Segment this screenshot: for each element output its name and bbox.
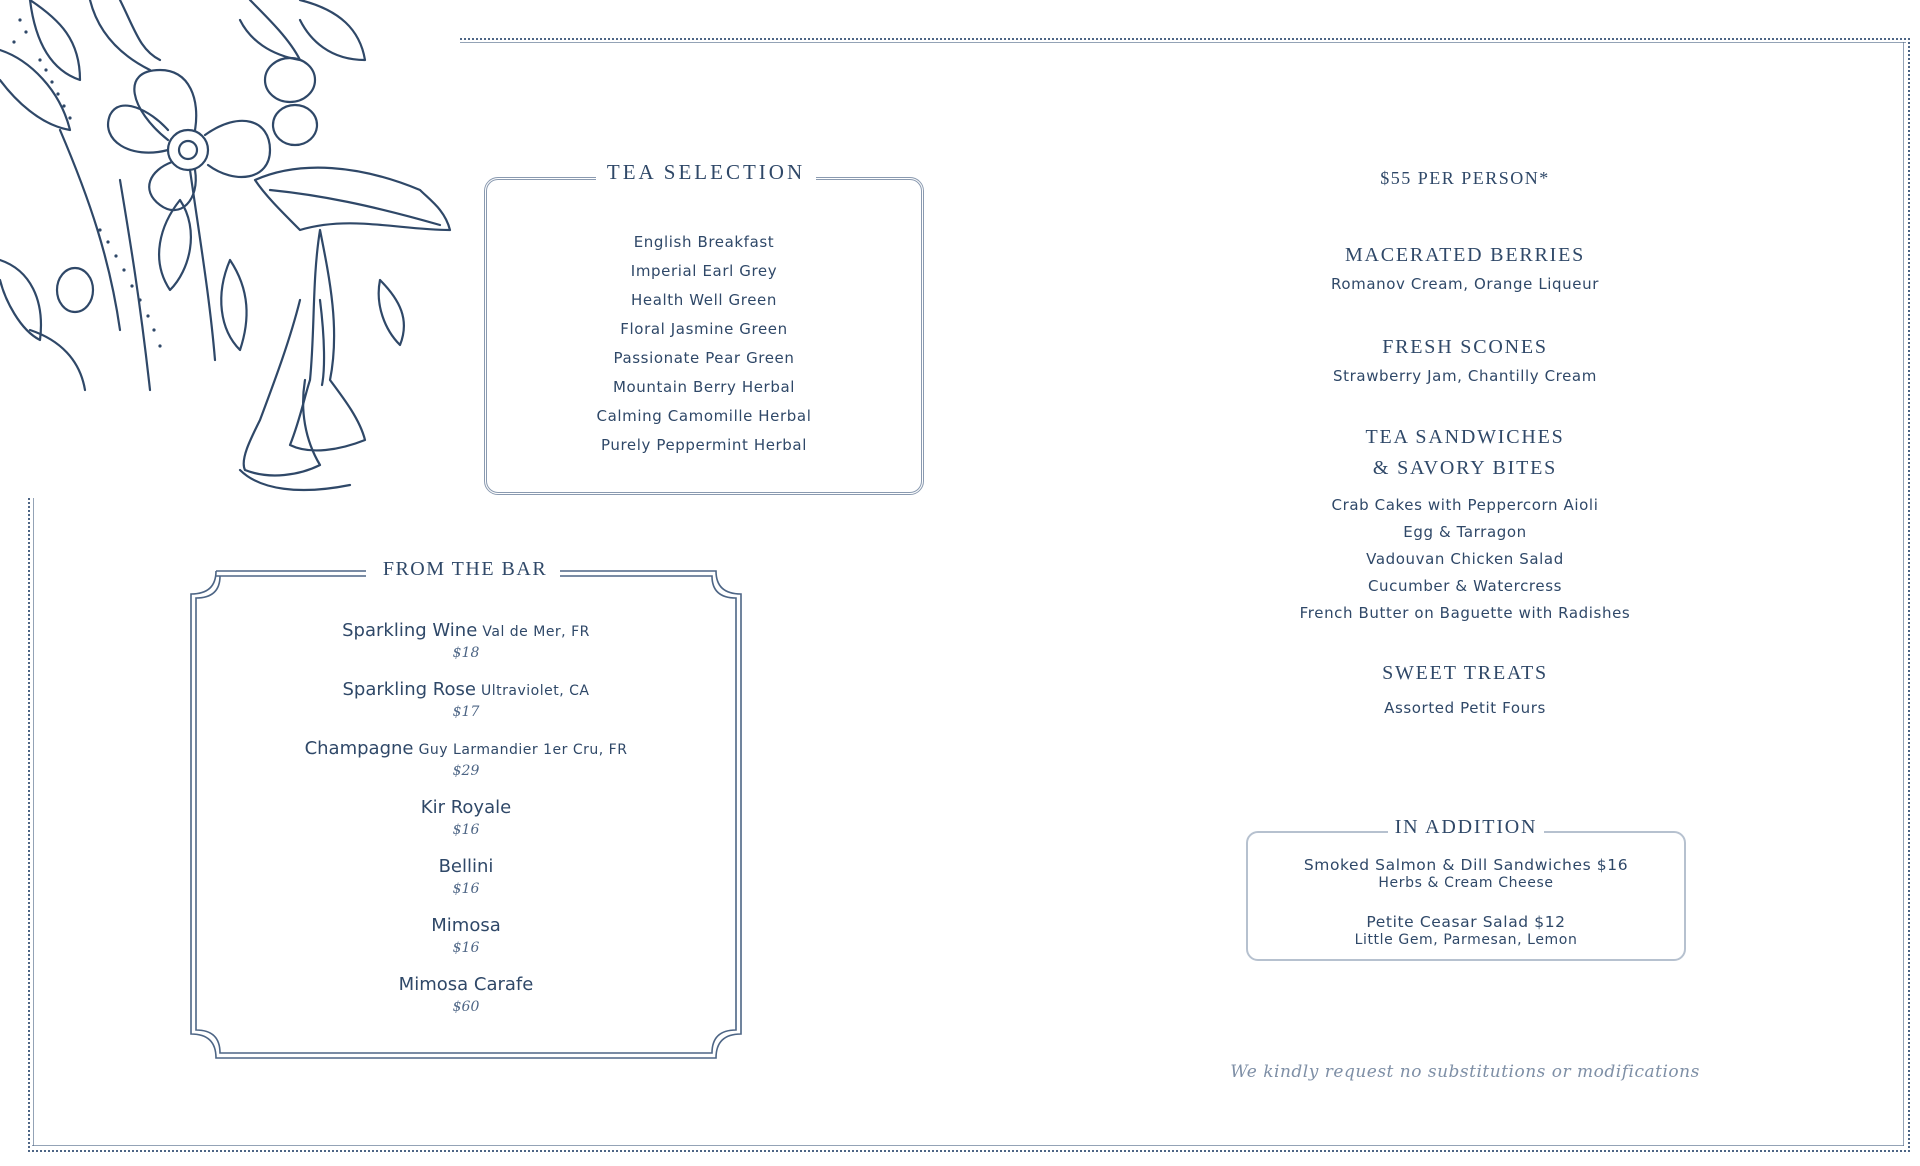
section-berries bbox=[1230, 240, 1700, 298]
tea-item: Calming Camomille Herbal bbox=[596, 407, 812, 425]
bar-item-name: Kir Royale bbox=[420, 797, 512, 818]
section-sweets bbox=[1230, 658, 1700, 722]
tea-item: English Breakfast bbox=[633, 233, 775, 251]
price-per-person: $55 PER PERSON* bbox=[1380, 168, 1550, 188]
frame-top-inner bbox=[460, 42, 1906, 43]
bar-item bbox=[188, 974, 744, 1033]
stem bbox=[120, 180, 150, 390]
bar-item-origin: Ultraviolet, CA bbox=[481, 683, 590, 699]
section-item: Egg & Tarragon bbox=[1403, 523, 1527, 541]
bar-item-name: Mimosa Carafe bbox=[398, 974, 534, 995]
add-item-name: Smoked Salmon & Dill Sandwiches $16 bbox=[1303, 856, 1629, 874]
leaf bbox=[240, 0, 300, 60]
bar-item bbox=[188, 620, 744, 679]
seed-pod bbox=[265, 58, 315, 102]
bar-item-price: $60 bbox=[452, 999, 480, 1015]
section-item: Assorted Petit Fours bbox=[1384, 699, 1546, 717]
leaf bbox=[0, 50, 70, 130]
tea-item: Health Well Green bbox=[631, 291, 777, 309]
bar-item bbox=[188, 738, 744, 797]
leaf bbox=[120, 0, 160, 60]
substitution-note: We kindly request no substitutions or modifications bbox=[1230, 1062, 1700, 1082]
stem bbox=[190, 170, 215, 360]
frame-bottom-inner bbox=[32, 1145, 1904, 1146]
tea-item: Imperial Earl Grey bbox=[630, 262, 778, 280]
leaf bbox=[300, 0, 365, 60]
section-title: MACERATED BERRIES bbox=[1344, 244, 1586, 266]
bar-item-name: Champagne bbox=[304, 738, 414, 759]
bar-item-name: Sparkling Rose bbox=[342, 679, 476, 700]
frame-right-inner bbox=[1903, 42, 1904, 1146]
frame-right-border bbox=[1908, 38, 1910, 1152]
frame-bottom-border bbox=[28, 1150, 1910, 1152]
flower-center bbox=[168, 130, 208, 170]
section-item: Romanov Cream, Orange Liqueur bbox=[1331, 275, 1599, 293]
section-item: Vadouvan Chicken Salad bbox=[1366, 550, 1564, 568]
tea-item: Purely Peppermint Herbal bbox=[601, 436, 807, 454]
tea-item: Floral Jasmine Green bbox=[620, 320, 788, 338]
bar-item bbox=[188, 797, 744, 856]
trumpet-flower bbox=[290, 230, 365, 450]
bar-item-price: $17 bbox=[452, 704, 480, 720]
bar-item-price: $16 bbox=[452, 822, 480, 838]
tea-item: Passionate Pear Green bbox=[613, 349, 795, 367]
leaf bbox=[0, 260, 41, 340]
leaf bbox=[159, 200, 191, 290]
frame-left-inner bbox=[33, 498, 34, 1146]
section-title: SWEET TREATS bbox=[1382, 662, 1548, 684]
flower-petal bbox=[108, 106, 168, 153]
bar-list bbox=[188, 620, 744, 1033]
section-item: Cucumber & Watercress bbox=[1367, 577, 1563, 595]
leaf bbox=[90, 0, 150, 70]
bar-item-name: Mimosa bbox=[431, 915, 501, 936]
frame-left-border bbox=[28, 498, 30, 1152]
bar-item bbox=[188, 856, 744, 915]
bar-item-origin: Val de Mer, FR bbox=[482, 624, 590, 640]
section-title: FRESH SCONES bbox=[1382, 336, 1548, 358]
flower-petal bbox=[205, 121, 270, 177]
bar-item-price: $16 bbox=[452, 940, 480, 956]
add-item-desc: Herbs & Cream Cheese bbox=[1378, 875, 1554, 891]
bar-title: FROM THE BAR bbox=[370, 558, 560, 581]
bar-item-name: Bellini bbox=[438, 856, 494, 877]
tea-list bbox=[484, 228, 924, 460]
section-title: & SAVORY BITES bbox=[1372, 457, 1558, 479]
bar-item bbox=[188, 679, 744, 738]
add-item-desc: Little Gem, Parmesan, Lemon bbox=[1354, 932, 1578, 948]
floral-illustration bbox=[0, 0, 470, 500]
bar-item-price: $29 bbox=[452, 763, 480, 779]
bar-item-origin: Guy Larmandier 1er Cru, FR bbox=[418, 742, 628, 758]
leaf bbox=[30, 0, 80, 80]
section-title: TEA SANDWICHES bbox=[1365, 426, 1565, 448]
section-item: French Butter on Baguette with Radishes bbox=[1299, 604, 1631, 622]
bar-item-price: $16 bbox=[452, 881, 480, 897]
leaf bbox=[379, 280, 404, 345]
bar-item-price: $18 bbox=[452, 645, 480, 661]
add-item bbox=[1246, 913, 1686, 948]
section-sandwiches bbox=[1230, 422, 1700, 627]
section-scones bbox=[1230, 332, 1700, 390]
leaf bbox=[221, 260, 246, 350]
add-item bbox=[1246, 856, 1686, 891]
section-item: Strawberry Jam, Chantilly Cream bbox=[1333, 367, 1597, 385]
in-addition-title: IN ADDITION bbox=[1388, 816, 1544, 839]
bar-item bbox=[188, 915, 744, 974]
section-item: Crab Cakes with Peppercorn Aioli bbox=[1331, 496, 1599, 514]
add-item-name: Petite Ceasar Salad $12 bbox=[1366, 913, 1566, 931]
bar-item-name: Sparkling Wine bbox=[342, 620, 478, 641]
frame-top-border bbox=[460, 38, 1910, 40]
tea-item: Mountain Berry Herbal bbox=[612, 378, 796, 396]
tea-selection-title: TEA SELECTION bbox=[596, 160, 816, 185]
